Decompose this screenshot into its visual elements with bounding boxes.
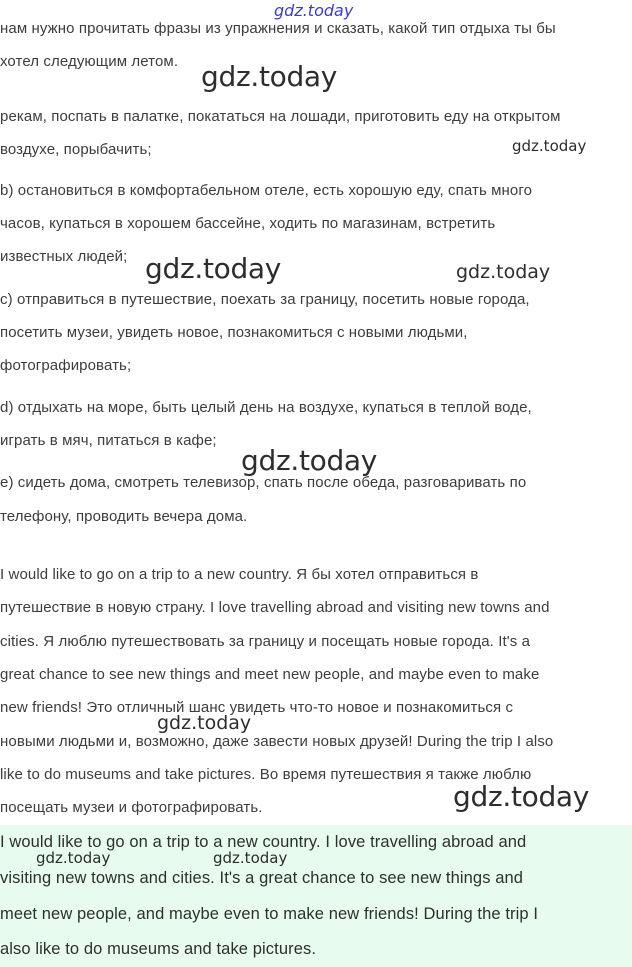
- watermark: gdz.today: [213, 849, 288, 867]
- highlighted-answer: [0, 825, 632, 967]
- text-line: also like to do museums and take pictures.: [0, 940, 317, 958]
- text-line: рекам, поспать в палатке, покататься на лошади, приготовить еду на открытом: [0, 108, 561, 125]
- text-line: телефону, проводить вечера дома.: [0, 508, 248, 525]
- text-line: известных людей;: [0, 248, 128, 265]
- text-line: путешествие в новую страну. I love travelling abroad and visiting new towns and: [0, 599, 550, 616]
- text-line: хотел следующим летом.: [0, 53, 179, 70]
- watermark: gdz.today: [453, 780, 590, 813]
- watermark: gdz.today: [241, 444, 378, 477]
- text-line: meet new people, and maybe even to make new friends! During the trip I: [0, 905, 539, 923]
- text-line: посетить музеи, увидеть новое, познакомиться с новыми людьми,: [0, 324, 468, 341]
- watermark: gdz.today: [512, 137, 587, 155]
- text-line: c) отправиться в путешествие, поехать за границу, посетить новые города,: [0, 291, 530, 308]
- text-line: new friends! Это отличный шанс увидеть что-то новое и познакомиться с: [0, 699, 514, 716]
- text-line: visiting new towns and cities. It's a great chance to see new things and: [0, 869, 524, 887]
- text-line: cities. Я люблю путешествовать за границу и посещать новые города. It's a: [0, 633, 531, 650]
- text-line: great chance to see new things and meet new people, and maybe even to make: [0, 666, 540, 683]
- text-line: I would like to go on a trip to a new country. Я бы хотел отправиться в: [0, 566, 479, 583]
- text-line: посещать музеи и фотографировать.: [0, 799, 263, 816]
- watermark: gdz.today: [36, 849, 111, 867]
- text-line: играть в мяч, питаться в кафе;: [0, 432, 217, 449]
- text-line: новыми людьми и, возможно, даже завести новых друзей! During the trip I also: [0, 733, 554, 750]
- text-line: нам нужно прочитать фразы из упражнения и сказать, какой тип отдыха ты бы: [0, 20, 556, 37]
- text-line: фотографировать;: [0, 357, 132, 374]
- text-line: часов, купаться в хорошем бассейне, ходить по магазинам, встретить: [0, 215, 496, 232]
- watermark: gdz.today: [157, 712, 252, 734]
- text-line: воздухе, порыбачить;: [0, 141, 152, 158]
- watermark: gdz.today: [456, 261, 551, 283]
- watermark: gdz.today: [274, 1, 354, 20]
- text-line: like to do museums and take pictures. Во время путешествия я также люблю: [0, 766, 532, 783]
- watermark: gdz.today: [201, 60, 338, 93]
- text-line: I would like to go on a trip to a new country. I love travelling abroad and: [0, 833, 527, 851]
- text-line: b) остановиться в комфортабельном отеле, есть хорошую еду, спать много: [0, 182, 533, 199]
- watermark: gdz.today: [145, 252, 282, 285]
- text-line: d) отдыхать на море, быть целый день на воздухе, купаться в теплой воде,: [0, 399, 532, 416]
- text-line: e) сидеть дома, смотреть телевизор, спать после обеда, разговаривать по: [0, 474, 527, 491]
